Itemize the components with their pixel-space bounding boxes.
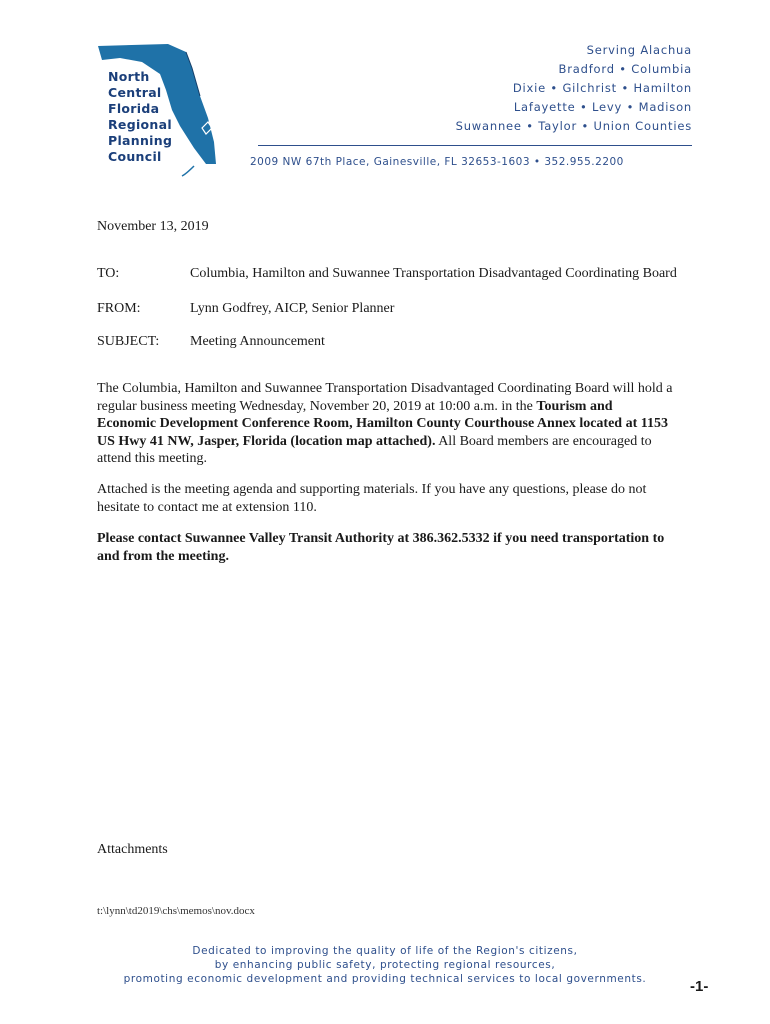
org-name: [108, 69, 172, 165]
memo-from-label: FROM:: [97, 301, 141, 316]
org-line: North: [108, 69, 150, 84]
serving-line: Dixie • Gilchrist • Hamilton: [512, 81, 692, 95]
org-line: Planning: [108, 133, 173, 148]
memo-to-label: TO:: [97, 266, 120, 281]
org-line: Florida: [108, 101, 160, 116]
body-paragraph-1: [97, 380, 675, 468]
org-line: Central: [108, 85, 162, 100]
org-address: 2009 NW 67th Place, Gainesville, FL 32653-1603 • 352.955.2200: [250, 156, 624, 168]
body-paragraph-2: Attached is the meeting agenda and supporting materials. If you have any questions, please do not hesitate to contact me at extension 110.: [97, 482, 647, 515]
org-line: Regional: [108, 117, 172, 132]
memo-to-value: Columbia, Hamilton and Suwannee Transportation Disadvantaged Coordinating Board: [190, 266, 677, 281]
serving-line: Bradford • Columbia: [558, 62, 692, 76]
attachments-label: Attachments: [97, 842, 168, 857]
letterhead: [0, 0, 770, 200]
paragraph-text: The Columbia, Hamilton and Suwannee Transportation Disadvantaged Coordinating Board will hold a regular business meeting Wednesday, November 20, 2019 at 10:00 a.m. in the: [97, 381, 673, 414]
ncfrpc-logo: [90, 38, 240, 188]
memo-subject-label: SUBJECT:: [97, 334, 160, 349]
page-number: -1-: [690, 978, 709, 995]
file-path: t:\lynn\td2019\chs\memos\nov.docx: [97, 905, 255, 917]
footer-line: by enhancing public safety, protecting regional resources,: [214, 959, 556, 971]
org-line: Council: [108, 149, 162, 164]
footer-line: Dedicated to improving the quality of life of the Region's citizens,: [192, 945, 578, 957]
footer-line: promoting economic development and providing technical services to local governments.: [123, 973, 647, 985]
serving-counties: [456, 41, 692, 136]
serving-line: Suwannee • Taylor • Union Counties: [455, 119, 692, 133]
footer-mission: [80, 944, 690, 986]
paragraph-text: All Board members are encouraged to attend this meeting.: [97, 433, 652, 466]
memo-from-value: Lynn Godfrey, AICP, Senior Planner: [190, 301, 395, 316]
meeting-location: Tourism and Economic Development Conference Room, Hamilton County Courthouse Annex located at 1153 US Hwy 41 NW, Jasper, Florida (location map attached).: [97, 398, 668, 449]
body-paragraph-3: Please contact Suwannee Valley Transit Authority at 386.362.5332 if you need transportation to and from the meeting.: [97, 531, 665, 564]
memo-date: November 13, 2019: [97, 219, 209, 234]
serving-line: Lafayette • Levy • Madison: [513, 100, 692, 114]
letterhead-divider: [258, 145, 692, 146]
memo-subject-value: Meeting Announcement: [190, 334, 325, 349]
serving-line: Serving Alachua: [586, 43, 692, 57]
